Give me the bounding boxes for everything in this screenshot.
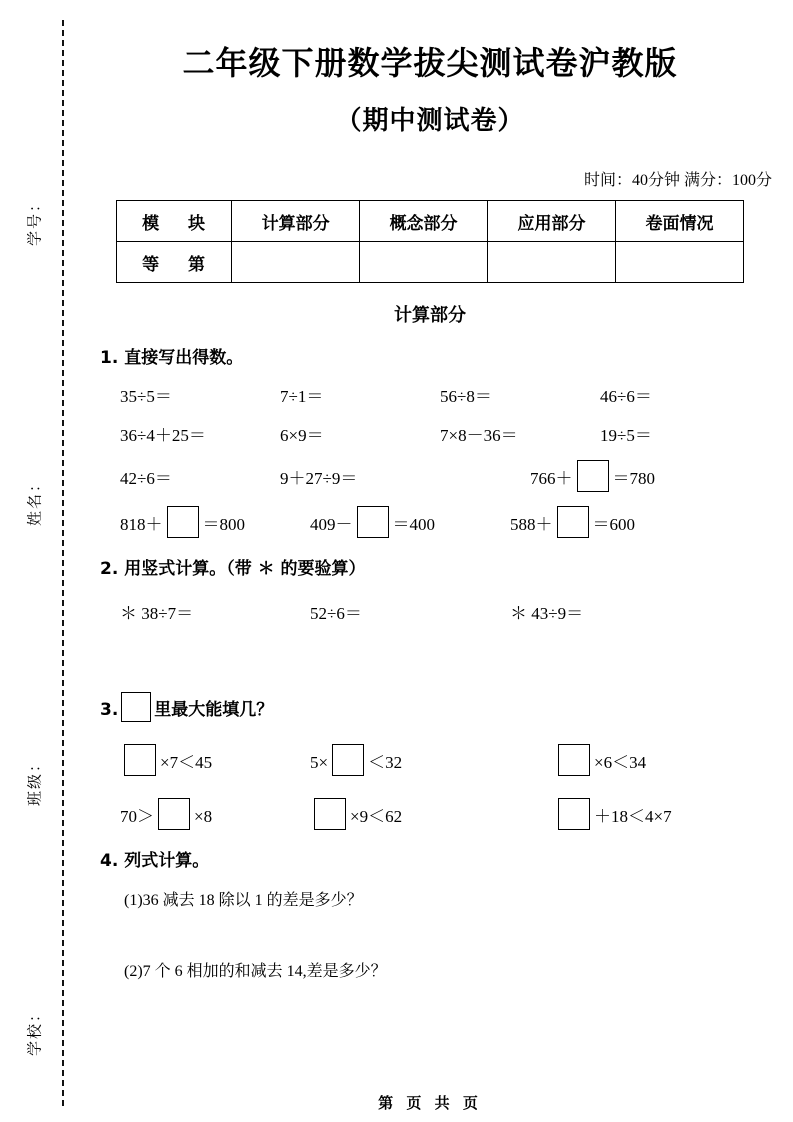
- table-cell-application: 应用部分: [488, 201, 616, 242]
- question-3-row-1: [120, 744, 780, 776]
- q1-item: 6×9＝: [280, 426, 324, 445]
- work-space-q2: [80, 624, 780, 676]
- q1-item: 7÷1＝: [280, 387, 324, 406]
- answer-box[interactable]: [557, 506, 589, 538]
- side-label-name: 姓名：: [27, 475, 44, 527]
- question-1-row-3: [120, 460, 780, 492]
- exam-page: [80, 0, 780, 1122]
- table-cell-presentation: 卷面情况: [616, 201, 744, 242]
- margin-strip: [0, 0, 68, 1122]
- table-cell-grade-presentation[interactable]: [616, 242, 744, 283]
- score-table: [116, 200, 744, 283]
- q3-expr: ×8: [194, 807, 213, 826]
- table-cell-module-label: 模 块: [117, 201, 232, 242]
- answer-box[interactable]: [124, 744, 156, 776]
- q3-number: 3.: [100, 700, 119, 720]
- question-4-heading: 4. 列式计算。: [100, 851, 210, 871]
- exam-meta: 时间：40分钟 满分：100分: [583, 172, 772, 189]
- q1-operand-right: ＝800: [202, 515, 245, 534]
- q3-expr: 70＞: [120, 807, 154, 826]
- q1-operand-left: 766＋: [530, 469, 573, 488]
- q3-head-text: 里最大能填几？: [154, 700, 274, 720]
- q1-item-fill: [530, 460, 655, 492]
- table-cell-grade-application[interactable]: [488, 242, 616, 283]
- q3-expr: ＋18＜4×7: [594, 807, 672, 826]
- table-cell-grade-label: 等 第: [117, 242, 232, 283]
- q1-item: 35÷5＝: [120, 387, 172, 406]
- q1-item-fill: [510, 506, 635, 538]
- answer-box[interactable]: [121, 692, 151, 722]
- q1-operand-right: ＝600: [592, 515, 635, 534]
- q1-item: 56÷8＝: [440, 387, 492, 406]
- side-label-class: 班级：: [27, 755, 44, 807]
- q2-item: 52÷6＝: [310, 604, 362, 623]
- q3-item: [310, 798, 510, 830]
- table-row: [117, 242, 744, 283]
- q1-operand-left: 818＋: [120, 515, 163, 534]
- dashed-fold-line: [62, 20, 64, 1106]
- answer-box[interactable]: [332, 744, 364, 776]
- q2-item: ＊ 43÷9＝: [510, 604, 584, 623]
- question-2-row: [120, 599, 780, 624]
- page-subtitle: （期中测试卷）: [335, 106, 525, 136]
- table-cell-grade-calc[interactable]: [232, 242, 360, 283]
- q3-expr: ＜32: [368, 753, 403, 772]
- question-1-row-4: [120, 506, 780, 538]
- table-cell-concept: 概念部分: [360, 201, 488, 242]
- q1-item-fill: [310, 506, 510, 538]
- question-4-item-2: (2)7 个 6 相加的和减去 14,差是多少？: [124, 963, 387, 980]
- table-cell-grade-concept[interactable]: [360, 242, 488, 283]
- q3-item: [310, 744, 510, 776]
- page-footer: 第 页 共 页: [378, 1094, 482, 1112]
- q3-item: [120, 798, 310, 830]
- page-title: 二年级下册数学拔尖测试卷沪教版: [182, 44, 678, 82]
- q1-operand-right: ＝780: [612, 469, 655, 488]
- q3-expr: ×7＜45: [160, 753, 213, 772]
- q1-item: 19÷5＝: [600, 426, 652, 445]
- question-3-heading: [100, 692, 780, 722]
- section-title-calculation: 计算部分: [394, 305, 466, 326]
- q3-item: [554, 744, 646, 776]
- answer-box[interactable]: [314, 798, 346, 830]
- q3-item: [120, 744, 310, 776]
- q1-operand-left: 588＋: [510, 515, 553, 534]
- answer-box[interactable]: [558, 744, 590, 776]
- question-4-item-1: (1)36 减去 18 除以 1 的差是多少？: [124, 892, 363, 909]
- side-label-student-id: 学号：: [27, 195, 44, 247]
- q1-item: 36÷4＋25＝: [120, 426, 206, 445]
- q1-item: 7×8－36＝: [440, 426, 518, 445]
- q1-operand-right: ＝400: [392, 515, 435, 534]
- side-label-school: 学校：: [27, 1005, 44, 1057]
- table-row: [117, 201, 744, 242]
- answer-box[interactable]: [558, 798, 590, 830]
- q1-operand-left: 409－: [310, 515, 353, 534]
- answer-box[interactable]: [167, 506, 199, 538]
- q1-item: 9＋27÷9＝: [280, 468, 358, 488]
- q2-item: ＊ 38÷7＝: [120, 604, 194, 623]
- question-1-row-1: [120, 382, 780, 407]
- answer-box[interactable]: [158, 798, 190, 830]
- q3-expr: 5×: [310, 753, 329, 772]
- q3-item: [554, 798, 672, 830]
- answer-box[interactable]: [357, 506, 389, 538]
- q1-item-fill: [120, 506, 310, 538]
- table-cell-calc: 计算部分: [232, 201, 360, 242]
- question-1-row-2: [120, 421, 780, 446]
- q1-item: 46÷6＝: [600, 387, 652, 406]
- q3-expr: ×9＜62: [350, 807, 403, 826]
- question-2-heading: 2. 用竖式计算。（带 ＊ 的要验算）: [100, 559, 366, 579]
- answer-box[interactable]: [577, 460, 609, 492]
- question-3-row-2: [120, 798, 780, 830]
- q1-item: 42÷6＝: [120, 468, 172, 488]
- question-1-heading: 1. 直接写出得数。: [100, 348, 244, 368]
- q3-expr: ×6＜34: [594, 753, 647, 772]
